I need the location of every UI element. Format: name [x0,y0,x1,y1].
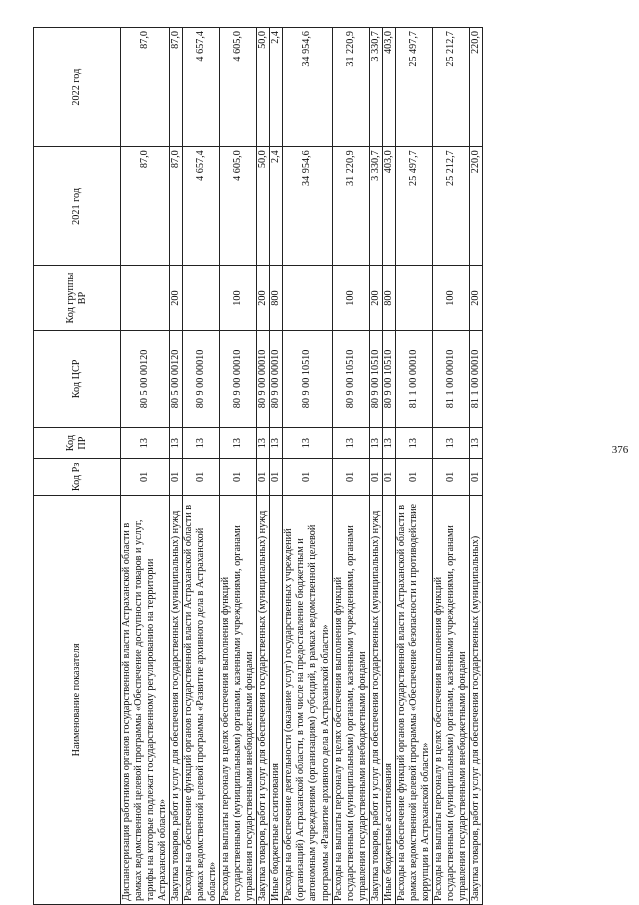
cell-2022: 87,0 [170,28,183,147]
cell-2021: 403,0 [382,147,395,266]
cell-pr: 13 [432,428,469,459]
cell-vr: 800 [270,266,283,330]
cell-2021: 31 220,9 [332,147,369,266]
cell-name: Закупка товаров, работ и услуг для обеспечения государственных (муниципальных) нужд [170,495,183,904]
header-name: Наименование показателя [34,495,121,904]
cell-csr: 80 9 00 10510 [332,330,369,427]
table-header-row [34,28,121,905]
cell-pr: 13 [283,428,332,459]
cell-name: Закупка товаров, работ и услуг для обеспечения государственных (муниципальных) нужд [369,495,382,904]
cell-csr: 81 1 00 00010 [432,330,469,427]
cell-csr: 80 9 00 10510 [369,330,382,427]
cell-csr: 80 9 00 00010 [183,330,220,427]
cell-2021: 4 605,0 [220,147,257,266]
cell-name: Диспансеризация работников органов государственной власти Астраханской области в рамках ведомственной целевой программы «Обеспечение доступности товаров и услуг, тарифы на которые подлежат государственному регулированию на территории Астраханской области» [121,495,170,904]
header-pr: Код ПР [34,428,121,459]
cell-csr: 80 9 00 10510 [382,330,395,427]
cell-2022: 4 605,0 [220,28,257,147]
cell-csr: 80 5 00 00120 [121,330,170,427]
cell-pr: 13 [332,428,369,459]
cell-2021: 220,0 [469,147,482,266]
cell-2022: 220,0 [469,28,482,147]
cell-vr: 100 [220,266,257,330]
cell-2022: 25 212,7 [432,28,469,147]
cell-2021: 87,0 [170,147,183,266]
table-row [170,28,183,905]
cell-2021: 87,0 [121,147,170,266]
cell-pr: 13 [170,428,183,459]
cell-name: Закупка товаров, работ и услуг для обеспечения государственных (муниципальных) нужд [257,495,270,904]
cell-rz: 01 [432,459,469,496]
cell-pr: 13 [183,428,220,459]
cell-csr: 80 9 00 00010 [220,330,257,427]
cell-name: Расходы на обеспечение функций органов государственной власти Астраханской области в рамках ведомственной целевой программы «Обеспечение безопасности и противодействие коррупции в Астраханской области» [395,495,432,904]
cell-pr: 13 [220,428,257,459]
page-number: 376 [611,444,629,456]
table-row [270,28,283,905]
cell-2021: 50,0 [257,147,270,266]
header-rz: Код Рз [34,459,121,496]
table-row [283,28,332,905]
cell-rz: 01 [121,459,170,496]
cell-rz: 01 [170,459,183,496]
cell-2022: 25 497,7 [395,28,432,147]
cell-rz: 01 [257,459,270,496]
cell-rz: 01 [395,459,432,496]
cell-name: Расходы на выплаты персоналу в целях обеспечения выполнения функций государственными (муниципальными) органами, казенными учреждениями, органами управления государственными внебюджетными фондами [220,495,257,904]
cell-pr: 13 [270,428,283,459]
table-body [121,28,483,905]
cell-rz: 01 [332,459,369,496]
header-2021: 2021 год [34,147,121,266]
cell-vr: 200 [469,266,482,330]
cell-rz: 01 [270,459,283,496]
cell-2022: 2,4 [270,28,283,147]
cell-pr: 13 [382,428,395,459]
cell-csr: 80 5 00 00120 [170,330,183,427]
cell-name: Расходы на выплаты персоналу в целях обеспечения выполнения функций государственными (муниципальными) органами, казенными учреждениями, органами управления государственными внебюджетными фондами [332,495,369,904]
table-row [369,28,382,905]
cell-rz: 01 [369,459,382,496]
table-row [121,28,170,905]
table-row [332,28,369,905]
cell-csr: 80 9 00 00010 [257,330,270,427]
cell-pr: 13 [369,428,382,459]
header-vr: Код группы ВР [34,266,121,330]
cell-vr: 800 [382,266,395,330]
table-row [432,28,469,905]
table-row [469,28,482,905]
cell-csr: 81 1 00 00010 [469,330,482,427]
cell-2022: 3 330,7 [369,28,382,147]
cell-2021: 3 330,7 [369,147,382,266]
cell-2021: 34 954,6 [283,147,332,266]
cell-2022: 4 657,4 [183,28,220,147]
cell-vr [395,266,432,330]
cell-name: Расходы на обеспечение деятельности (оказание услуг) государственных учреждений (организаций) Астраханской области, в том числе на предоставление бюджетным и автономным учреждениям (организациям) субсидий, в рамках ведомственной целевой программы «Развитие архивного дела в Астраханской области» [283,495,332,904]
cell-2021: 4 657,4 [183,147,220,266]
cell-csr: 80 9 00 10510 [283,330,332,427]
cell-name: Расходы на выплаты персоналу в целях обеспечения выполнения функций государственными (муниципальными) органами, казенными учреждениями, органами управления государственными внебюджетными фондами [432,495,469,904]
cell-2022: 403,0 [382,28,395,147]
cell-rz: 01 [469,459,482,496]
cell-2022: 87,0 [121,28,170,147]
cell-rz: 01 [220,459,257,496]
cell-2021: 2,4 [270,147,283,266]
cell-rz: 01 [183,459,220,496]
cell-name: Закупка товаров, работ и услуг для обеспечения государственных (муниципальных) [469,495,482,904]
cell-vr [121,266,170,330]
cell-2022: 31 220,9 [332,28,369,147]
cell-csr: 80 9 00 00010 [270,330,283,427]
table-row [220,28,257,905]
table-row [395,28,432,905]
cell-2021: 25 212,7 [432,147,469,266]
header-2022: 2022 год [34,28,121,147]
cell-vr: 200 [257,266,270,330]
cell-rz: 01 [283,459,332,496]
cell-name: Иные бюджетные ассигнования [270,495,283,904]
cell-pr: 13 [257,428,270,459]
cell-vr [283,266,332,330]
cell-vr: 100 [332,266,369,330]
cell-rz: 01 [382,459,395,496]
cell-2021: 25 497,7 [395,147,432,266]
cell-csr: 81 1 00 00010 [395,330,432,427]
budget-table [33,27,483,905]
cell-pr: 13 [121,428,170,459]
cell-vr: 200 [170,266,183,330]
cell-vr: 100 [432,266,469,330]
cell-name: Иные бюджетные ассигнования [382,495,395,904]
cell-name: Расходы на обеспечение функций органов государственной власти Астраханской области в рамках ведомственной целевой программы «Развитие архивного дела в Астраханской области» [183,495,220,904]
cell-pr: 13 [395,428,432,459]
cell-pr: 13 [469,428,482,459]
header-csr: Код ЦСР [34,330,121,427]
cell-2022: 50,0 [257,28,270,147]
cell-2022: 34 954,6 [283,28,332,147]
table-row [382,28,395,905]
table-row [183,28,220,905]
cell-vr: 200 [369,266,382,330]
table-row [257,28,270,905]
cell-vr [183,266,220,330]
